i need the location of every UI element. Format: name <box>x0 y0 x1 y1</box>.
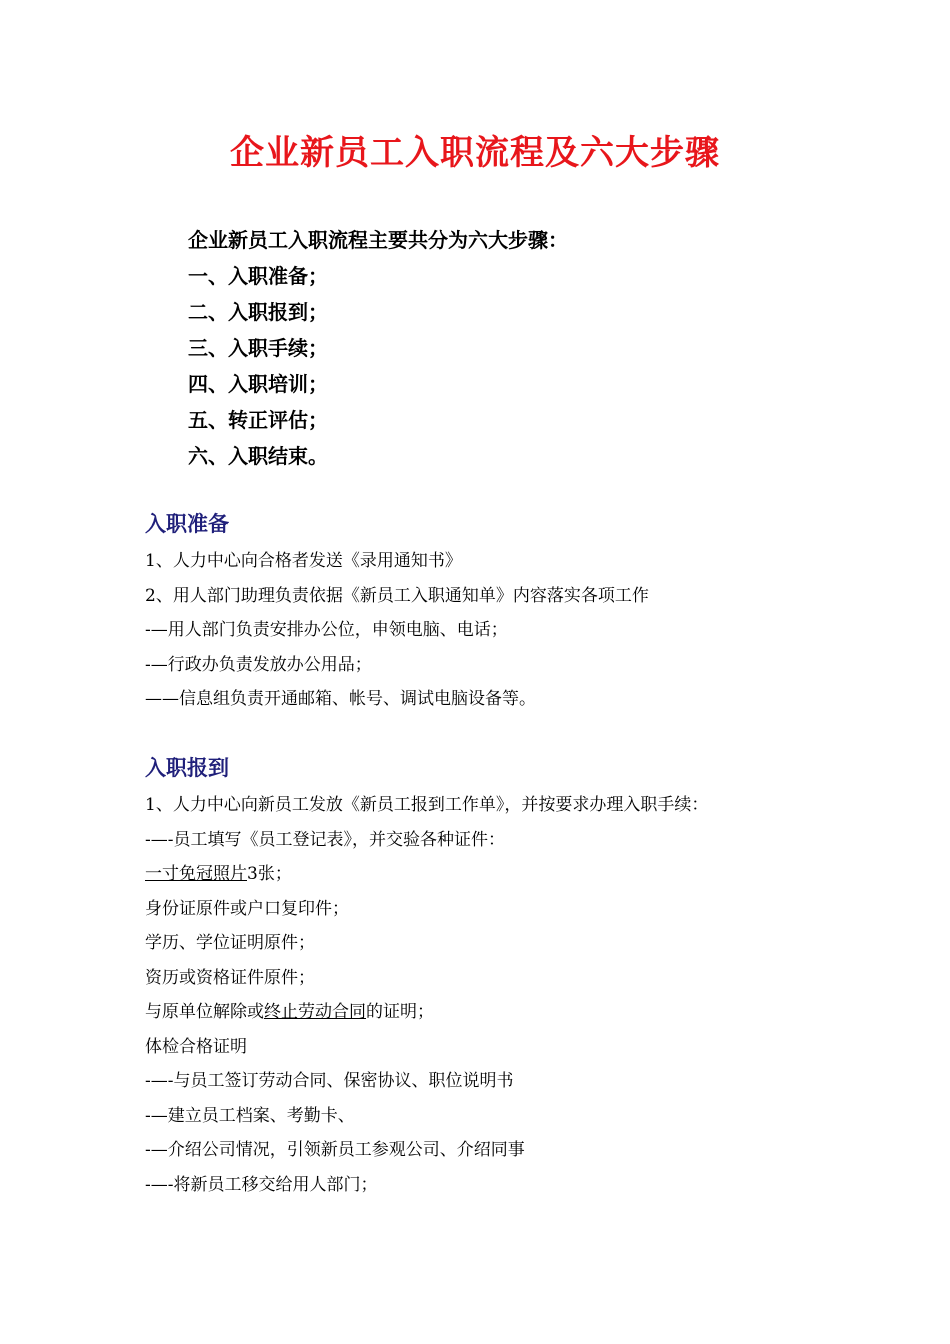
section-line: -—介绍公司情况，引领新员工参观公司、介绍同事 <box>145 1140 525 1160</box>
section-heading: 入职准备 <box>145 512 229 536</box>
section-line: -—用人部门负责安排办公位，申领电脑、电话； <box>145 620 508 640</box>
section-line: 身份证原件或户口复印件； <box>145 898 349 919</box>
step-item: 四、入职培训； <box>188 372 328 396</box>
section-line: 1、人力中心向新员工发放《新员工报到工作单》，并按要求办理入职手续： <box>145 795 709 815</box>
release-post: 的证明； <box>366 1002 434 1022</box>
section-line: -—-将新员工移交给用人部门； <box>145 1174 378 1195</box>
section-line: ——信息组负责开通邮箱、帐号、调试电脑设备等。 <box>145 689 536 709</box>
step-item: 二、入职报到； <box>188 300 328 324</box>
section-line: -—-员工填写《员工登记表》，并交验各种证件： <box>145 829 505 850</box>
step-item: 五、转正评估； <box>188 408 328 432</box>
step-item: 六、入职结束。 <box>188 444 328 468</box>
labor-contract-link[interactable]: 终止劳动合同 <box>264 1002 366 1022</box>
section-line: 资历或资格证件原件； <box>145 967 315 988</box>
document-title: 企业新员工入职流程及六大步骤 <box>230 133 720 173</box>
section-line: 2、用人部门助理负责依据《新员工入职通知单》内容落实各项工作 <box>145 585 649 606</box>
section-onboarding-report <box>145 748 865 1202</box>
section-line: 学历、学位证明原件； <box>145 933 315 953</box>
section-line <box>145 857 865 892</box>
section-line: -—建立员工档案、考勤卡、 <box>145 1105 355 1126</box>
step-item: 三、入职手续； <box>188 336 328 360</box>
section-line: -—行政办负责发放办公用品； <box>145 654 372 675</box>
section-line: 1、人力中心向合格者发送《录用通知书》 <box>145 551 462 571</box>
intro-lead: 企业新员工入职流程主要共分为六大步骤： <box>188 228 568 252</box>
section-onboarding-preparation <box>145 504 865 717</box>
section-line: -—-与员工签订劳动合同、保密协议、职位说明书 <box>145 1071 514 1091</box>
section-line <box>145 995 865 1030</box>
photo-link[interactable]: 一寸免冠照片 <box>145 864 247 884</box>
intro-block <box>188 222 888 474</box>
step-item: 一、入职准备； <box>188 264 328 288</box>
section-heading: 入职报到 <box>145 756 229 780</box>
release-pre: 与原单位解除或 <box>145 1002 264 1022</box>
section-line: 体检合格证明 <box>145 1036 247 1057</box>
photo-count: 3张； <box>247 864 292 884</box>
